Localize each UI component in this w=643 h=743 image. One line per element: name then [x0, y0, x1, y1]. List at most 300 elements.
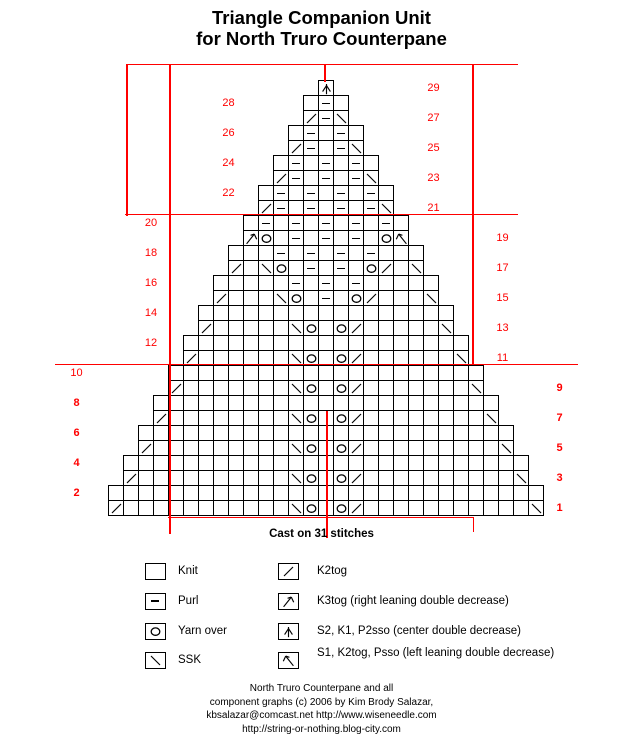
cdd-icon [281, 624, 296, 639]
yarn-over-icon [334, 381, 349, 396]
chart-cell [333, 95, 349, 111]
chart-cell [453, 485, 469, 501]
chart-cell [453, 425, 469, 441]
chart-cell [138, 455, 154, 471]
legend-label: Yarn over [178, 624, 228, 637]
chart-cell [468, 365, 484, 381]
chart-cell [243, 380, 259, 396]
chart-cell [288, 335, 304, 351]
chart-cell [153, 425, 169, 441]
chart-cell [483, 395, 499, 411]
purl-dash-icon [307, 208, 315, 210]
k2tog-icon [289, 141, 304, 156]
chart-cell [183, 485, 199, 501]
chart-cell [138, 470, 154, 486]
chart-cell [423, 395, 439, 411]
chart-cell [303, 155, 319, 171]
legend-swatch-knit [145, 563, 166, 580]
chart-cell [393, 440, 409, 456]
chart-cell [423, 470, 439, 486]
chart-cell [318, 305, 334, 321]
chart-cell [393, 410, 409, 426]
row-number-24: 24 [222, 156, 235, 169]
ssk-icon [409, 261, 424, 276]
chart-cell [348, 320, 364, 336]
purl-dash-icon [322, 118, 330, 120]
chart-cell [423, 455, 439, 471]
chart-cell [468, 395, 484, 411]
chart-cell [318, 185, 334, 201]
chart-cell [243, 455, 259, 471]
chart-cell [213, 395, 229, 411]
k2tog-icon [281, 564, 296, 579]
chart-cell [303, 305, 319, 321]
chart-cell [183, 500, 199, 516]
chart-cell [348, 410, 364, 426]
chart-cell [348, 380, 364, 396]
yarn-over-icon [334, 441, 349, 456]
legend-swatch-s2-k1-p2sso-center-double-decrease [278, 623, 299, 640]
chart-cell [228, 410, 244, 426]
chart-cell [363, 275, 379, 291]
chart-cell [198, 320, 214, 336]
footer-line: North Truro Counterpane and all [249, 683, 394, 694]
chart-cell [273, 455, 289, 471]
chart-cell [423, 365, 439, 381]
chart-cell [258, 290, 274, 306]
chart-cell [318, 170, 334, 186]
chart-cell [378, 395, 394, 411]
page-title-line2: for North Truro Counterpane [196, 28, 447, 49]
chart-cell [363, 440, 379, 456]
chart-cell [258, 365, 274, 381]
chart-cell [423, 290, 439, 306]
chart-cell [243, 245, 259, 261]
ssk-icon [499, 441, 514, 456]
cast-on-label: Cast on 31 stitches [269, 528, 374, 540]
chart-cell [153, 500, 169, 516]
chart-cell [273, 335, 289, 351]
chart-cell [318, 320, 334, 336]
chart-cell [363, 305, 379, 321]
chart-cell [513, 500, 529, 516]
row-number-13: 13 [496, 321, 509, 334]
chart-cell [303, 410, 319, 426]
chart-cell [333, 290, 349, 306]
chart-cell [468, 440, 484, 456]
ssk-icon [274, 291, 289, 306]
chart-cell [393, 260, 409, 276]
chart-cell [363, 485, 379, 501]
chart-cell [213, 485, 229, 501]
chart-cell [258, 185, 274, 201]
chart-cell [363, 455, 379, 471]
row-number-19: 19 [496, 231, 509, 244]
yarn-over-icon [304, 471, 319, 486]
chart-cell [483, 485, 499, 501]
chart-cell [363, 335, 379, 351]
chart-cell [258, 485, 274, 501]
chart-cell [243, 440, 259, 456]
chart-cell [213, 380, 229, 396]
chart-cell [198, 425, 214, 441]
ssk-icon [289, 441, 304, 456]
k2tog-icon [199, 321, 214, 336]
yarn-over-icon [304, 501, 319, 516]
chart-cell [258, 260, 274, 276]
repeat-marker-line [127, 64, 519, 66]
purl-dash-icon [337, 253, 345, 255]
chart-cell [138, 500, 154, 516]
chart-cell [498, 500, 514, 516]
k2tog-icon [349, 471, 364, 486]
chart-cell [258, 230, 274, 246]
k2tog-icon [349, 381, 364, 396]
purl-dash-icon [337, 133, 345, 135]
chart-cell [288, 245, 304, 261]
chart-cell [198, 485, 214, 501]
chart-cell [333, 170, 349, 186]
repeat-marker-line [125, 214, 518, 216]
chart-cell [243, 365, 259, 381]
chart-cell [258, 395, 274, 411]
chart-cell [213, 440, 229, 456]
chart-cell [498, 485, 514, 501]
chart-cell [408, 395, 424, 411]
chart-cell [318, 335, 334, 351]
chart-cell [228, 470, 244, 486]
chart-cell [348, 275, 364, 291]
chart-cell [183, 440, 199, 456]
chart-cell [423, 500, 439, 516]
row-number-20: 20 [144, 216, 158, 229]
chart-cell [393, 380, 409, 396]
legend-swatch-k3tog-right-leaning-double-decrease [278, 593, 299, 610]
yarn-over-icon [334, 501, 349, 516]
chart-cell [363, 470, 379, 486]
chart-cell [438, 455, 454, 471]
chart-cell [363, 380, 379, 396]
purl-dash-icon [292, 238, 300, 240]
chart-cell [288, 485, 304, 501]
purl-dash-icon [292, 178, 300, 180]
chart-cell [363, 185, 379, 201]
chart-cell [183, 455, 199, 471]
page-title [0, 7, 643, 49]
purl-dash-icon [322, 103, 330, 105]
ssk-icon [289, 411, 304, 426]
chart-cell [153, 410, 169, 426]
chart-cell [363, 215, 379, 231]
chart-cell [273, 440, 289, 456]
chart-cell [258, 455, 274, 471]
chart-cell [318, 365, 334, 381]
chart-cell [288, 380, 304, 396]
chart-cell [378, 500, 394, 516]
chart-cell [303, 335, 319, 351]
chart-cell [528, 500, 544, 516]
chart-cell [348, 290, 364, 306]
chart-cell [213, 410, 229, 426]
chart-cell [153, 485, 169, 501]
row-number-2: 2 [73, 486, 80, 499]
chart-cell [468, 470, 484, 486]
chart-cell [258, 320, 274, 336]
chart-cell [228, 500, 244, 516]
purl-dash-icon [337, 268, 345, 270]
chart-cell [348, 455, 364, 471]
chart-cell [228, 260, 244, 276]
chart-cell [228, 440, 244, 456]
chart-cell [213, 335, 229, 351]
chart-cell [153, 440, 169, 456]
footer-line: kbsalazar@comcast.net http://www.wiseneedle.com [206, 710, 437, 722]
chart-cell [438, 305, 454, 321]
chart-cell [303, 365, 319, 381]
chart-cell [288, 470, 304, 486]
row-number-23: 23 [427, 171, 440, 184]
chart-cell [378, 470, 394, 486]
legend-swatch-k2tog [278, 563, 299, 580]
chart-cell [183, 335, 199, 351]
chart-cell [333, 275, 349, 291]
chart-cell [273, 185, 289, 201]
chart-cell [273, 425, 289, 441]
chart-cell [213, 365, 229, 381]
purl-dash-icon [277, 193, 285, 195]
chart-cell [273, 305, 289, 321]
k2tog-icon [349, 501, 364, 516]
purl-dash-icon [322, 298, 330, 300]
chart-cell [198, 455, 214, 471]
row-number-15: 15 [496, 291, 509, 304]
chart-cell [438, 335, 454, 351]
chart-cell [423, 485, 439, 501]
chart-cell [228, 335, 244, 351]
chart-cell [273, 365, 289, 381]
chart-cell [438, 395, 454, 411]
k3tog-icon [281, 594, 296, 609]
purl-dash-icon [277, 253, 285, 255]
chart-cell [378, 275, 394, 291]
chart-cell [273, 290, 289, 306]
purl-dash-icon [292, 163, 300, 165]
chart-cell [468, 425, 484, 441]
yarn-over-icon [379, 231, 394, 246]
chart-cell [408, 455, 424, 471]
chart-cell [333, 245, 349, 261]
chart-cell [213, 500, 229, 516]
chart-cell [498, 440, 514, 456]
chart-cell [303, 395, 319, 411]
purl-dash-icon [307, 253, 315, 255]
legend-label: S2, K1, P2sso (center double decrease) [317, 624, 521, 637]
k2tog-icon [139, 441, 154, 456]
row-number-5: 5 [556, 441, 563, 454]
chart-cell [273, 275, 289, 291]
chart-cell [258, 410, 274, 426]
purl-dash-icon [307, 133, 315, 135]
chart-cell [288, 230, 304, 246]
purl-dash-icon [307, 148, 315, 150]
ssk-icon [289, 321, 304, 336]
chart-cell [243, 305, 259, 321]
chart-cell [273, 410, 289, 426]
purl-dash-icon [352, 163, 360, 165]
row-number-1: 1 [556, 501, 563, 514]
purl-dash-icon [262, 223, 270, 225]
chart-cell [288, 170, 304, 186]
chart-cell [183, 395, 199, 411]
chart-cell [363, 410, 379, 426]
yarn-over-icon [274, 261, 289, 276]
chart-cell [318, 95, 334, 111]
chart-cell [393, 455, 409, 471]
yarn-over-icon [364, 261, 379, 276]
chart-cell [243, 395, 259, 411]
chart-cell [333, 260, 349, 276]
chart-cell [303, 470, 319, 486]
yarn-over-icon [304, 321, 319, 336]
chart-cell [243, 470, 259, 486]
ssk-icon [259, 261, 274, 276]
footer-line: component graphs (c) 2006 by Kim Brody Salazar, [209, 696, 434, 708]
purl-dash-icon [337, 148, 345, 150]
chart-cell [438, 365, 454, 381]
ssk-icon [334, 111, 349, 126]
chart-cell [258, 470, 274, 486]
chart-cell [303, 215, 319, 231]
chart-cell [408, 470, 424, 486]
chart-cell [393, 230, 409, 246]
chart-cell [408, 500, 424, 516]
chart-cell [333, 215, 349, 231]
chart-cell [228, 380, 244, 396]
chart-cell [243, 410, 259, 426]
chart-cell [408, 245, 424, 261]
yarn-over-icon [334, 321, 349, 336]
legend-label: K3tog (right leaning double decrease) [317, 594, 509, 607]
chart-cell [333, 365, 349, 381]
k2tog-icon [214, 291, 229, 306]
chart-cell [198, 500, 214, 516]
row-number-27: 27 [427, 111, 440, 124]
chart-cell [258, 335, 274, 351]
k2tog-icon [229, 261, 244, 276]
chart-cell [123, 455, 139, 471]
chart-cell [273, 260, 289, 276]
chart-cell [348, 425, 364, 441]
legend-swatch-ssk [145, 652, 166, 669]
repeat-marker-line [169, 64, 171, 534]
legend-swatch-purl [145, 593, 166, 610]
chart-cell [183, 410, 199, 426]
chart-cell [423, 380, 439, 396]
chart-cell [273, 245, 289, 261]
chart-cell [333, 470, 349, 486]
chart-cell [393, 335, 409, 351]
chart-cell [318, 395, 334, 411]
chart-cell [243, 425, 259, 441]
chart-cell [378, 440, 394, 456]
chart-cell [138, 440, 154, 456]
chart-cell [273, 395, 289, 411]
chart-cell [393, 245, 409, 261]
chart-cell [423, 425, 439, 441]
chart-cell [393, 500, 409, 516]
chart-cell [378, 245, 394, 261]
chart-cell [228, 365, 244, 381]
k2tog-icon [379, 261, 394, 276]
chart-cell [423, 275, 439, 291]
chart-cell [273, 320, 289, 336]
chart-cell [393, 275, 409, 291]
chart-cell [408, 290, 424, 306]
chart-cell [378, 290, 394, 306]
row-number-8: 8 [73, 396, 80, 409]
ssk-icon [148, 653, 163, 668]
legend-label: Knit [178, 564, 198, 577]
chart-cell [408, 305, 424, 321]
chart-cell [408, 260, 424, 276]
chart-cell [198, 305, 214, 321]
chart-cell [303, 140, 319, 156]
yarn-over-icon [349, 291, 364, 306]
chart-cell [108, 485, 124, 501]
row-number-22: 22 [222, 186, 235, 199]
chart-cell [468, 455, 484, 471]
footer [0, 682, 643, 736]
chart-cell [258, 275, 274, 291]
chart-cell [288, 155, 304, 171]
footer-line: http://string-or-nothing.blog-city.com [242, 723, 401, 735]
chart-cell [348, 485, 364, 501]
chart-cell [363, 425, 379, 441]
chart-cell [273, 155, 289, 171]
chart-cell [243, 290, 259, 306]
chart-cell [438, 440, 454, 456]
chart-cell [288, 125, 304, 141]
chart-cell [483, 425, 499, 441]
chart-cell [243, 275, 259, 291]
chart-cell [318, 230, 334, 246]
chart-cell [348, 140, 364, 156]
purl-dash-icon [322, 223, 330, 225]
chart-cell [378, 410, 394, 426]
chart-cell [138, 485, 154, 501]
legend-label: S1, K2tog, Psso (left leaning double decrease) [317, 647, 555, 659]
yarn-over-icon [334, 411, 349, 426]
chart-cell [348, 395, 364, 411]
chart-cell [288, 290, 304, 306]
chart-cell [393, 290, 409, 306]
purl-dash-icon [277, 208, 285, 210]
chart-cell [453, 380, 469, 396]
ssk-icon [289, 501, 304, 516]
chart-cell [438, 485, 454, 501]
chart-cell [153, 395, 169, 411]
chart-cell [318, 215, 334, 231]
chart-cell [303, 170, 319, 186]
chart-cell [363, 320, 379, 336]
chart-cell [438, 500, 454, 516]
chart-cell [273, 470, 289, 486]
chart-cell [483, 470, 499, 486]
chart-cell [303, 245, 319, 261]
purl-dash-icon [322, 178, 330, 180]
row-number-29: 29 [427, 81, 440, 94]
chart-cell [378, 425, 394, 441]
